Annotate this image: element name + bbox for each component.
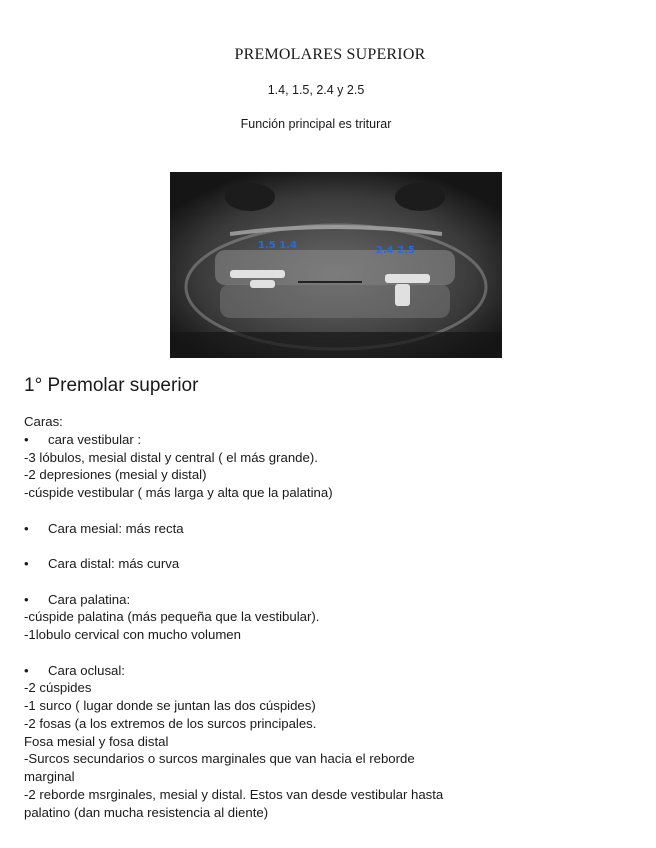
text-line: [24, 697, 443, 715]
line-text: Cara palatina:: [48, 591, 131, 607]
text-line: [24, 644, 443, 662]
line-text: -Surcos secundarios o surcos marginales que van hacia el reborde: [24, 751, 415, 767]
line-text: Cara mesial: más recta: [48, 520, 184, 536]
bullet-item: [24, 662, 443, 680]
text-line: [24, 608, 443, 626]
line-text: -3 lóbulos, mesial distal y central ( el más grande).: [24, 449, 318, 465]
main-function: Función principal es triturar: [240, 117, 392, 131]
bullet-icon: •: [24, 556, 29, 571]
text-line: [24, 413, 443, 431]
text-line: [24, 768, 443, 786]
text-line: [24, 573, 443, 591]
line-text: cara vestibular :: [48, 431, 142, 447]
bullet-icon: •: [24, 591, 29, 607]
bullet-icon: •: [24, 662, 29, 678]
line-text: -1 surco ( lugar donde se juntan las dos cúspides): [24, 698, 316, 713]
xray-label-2-4-2-5: 2.4 2.5: [376, 245, 415, 256]
teeth-numbers: 1.4, 1.5, 2.4 y 2.5: [267, 83, 365, 97]
line-text: -cúspide palatina (más pequeña que la vestibular).: [24, 609, 320, 625]
text-line: [24, 449, 443, 467]
text-line: [24, 733, 443, 751]
text-line: [24, 786, 443, 804]
bullet-item: [24, 520, 443, 538]
line-text: Caras:: [24, 414, 63, 429]
line-text: -2 depresiones (mesial y distal): [24, 467, 207, 483]
bullet-item: [24, 591, 443, 609]
text-line: [24, 679, 443, 697]
bullet-icon: •: [24, 520, 29, 536]
line-text: Cara distal: más curva: [48, 556, 180, 571]
notes-body: [24, 413, 443, 821]
bullet-item: [24, 555, 443, 573]
text-line: [24, 626, 443, 644]
text-line: [24, 537, 443, 555]
line-text: Fosa mesial y fosa distal: [24, 733, 169, 749]
line-text: -2 reborde msrginales, mesial y distal. Estos van desde vestibular hasta: [24, 786, 444, 802]
text-line: [24, 715, 443, 733]
text-line: [24, 804, 443, 822]
bullet-icon: •: [24, 431, 29, 447]
line-text: -1lobulo cervical con mucho volumen: [24, 627, 241, 642]
section-heading: 1° Premolar superior: [24, 375, 199, 396]
line-text: -2 cúspides: [24, 680, 92, 696]
line-text: -2 fosas (a los extremos de los surcos principales.: [24, 715, 317, 731]
text-line: [24, 466, 443, 484]
line-text: marginal: [24, 769, 75, 784]
line-text: Cara oclusal:: [48, 662, 125, 678]
text-line: [24, 502, 443, 520]
panoramic-xray-image: [170, 172, 502, 358]
bullet-item: [24, 431, 443, 449]
text-line: [24, 750, 443, 768]
xray-label-1-5-1-4: 1.5 1.4: [258, 240, 297, 251]
document-title: PREMOLARES SUPERIOR: [234, 46, 426, 63]
line-text: palatino (dan mucha resistencia al diente): [24, 804, 269, 820]
text-line: [24, 484, 443, 502]
line-text: -cúspide vestibular ( más larga y alta que la palatina): [24, 485, 333, 500]
